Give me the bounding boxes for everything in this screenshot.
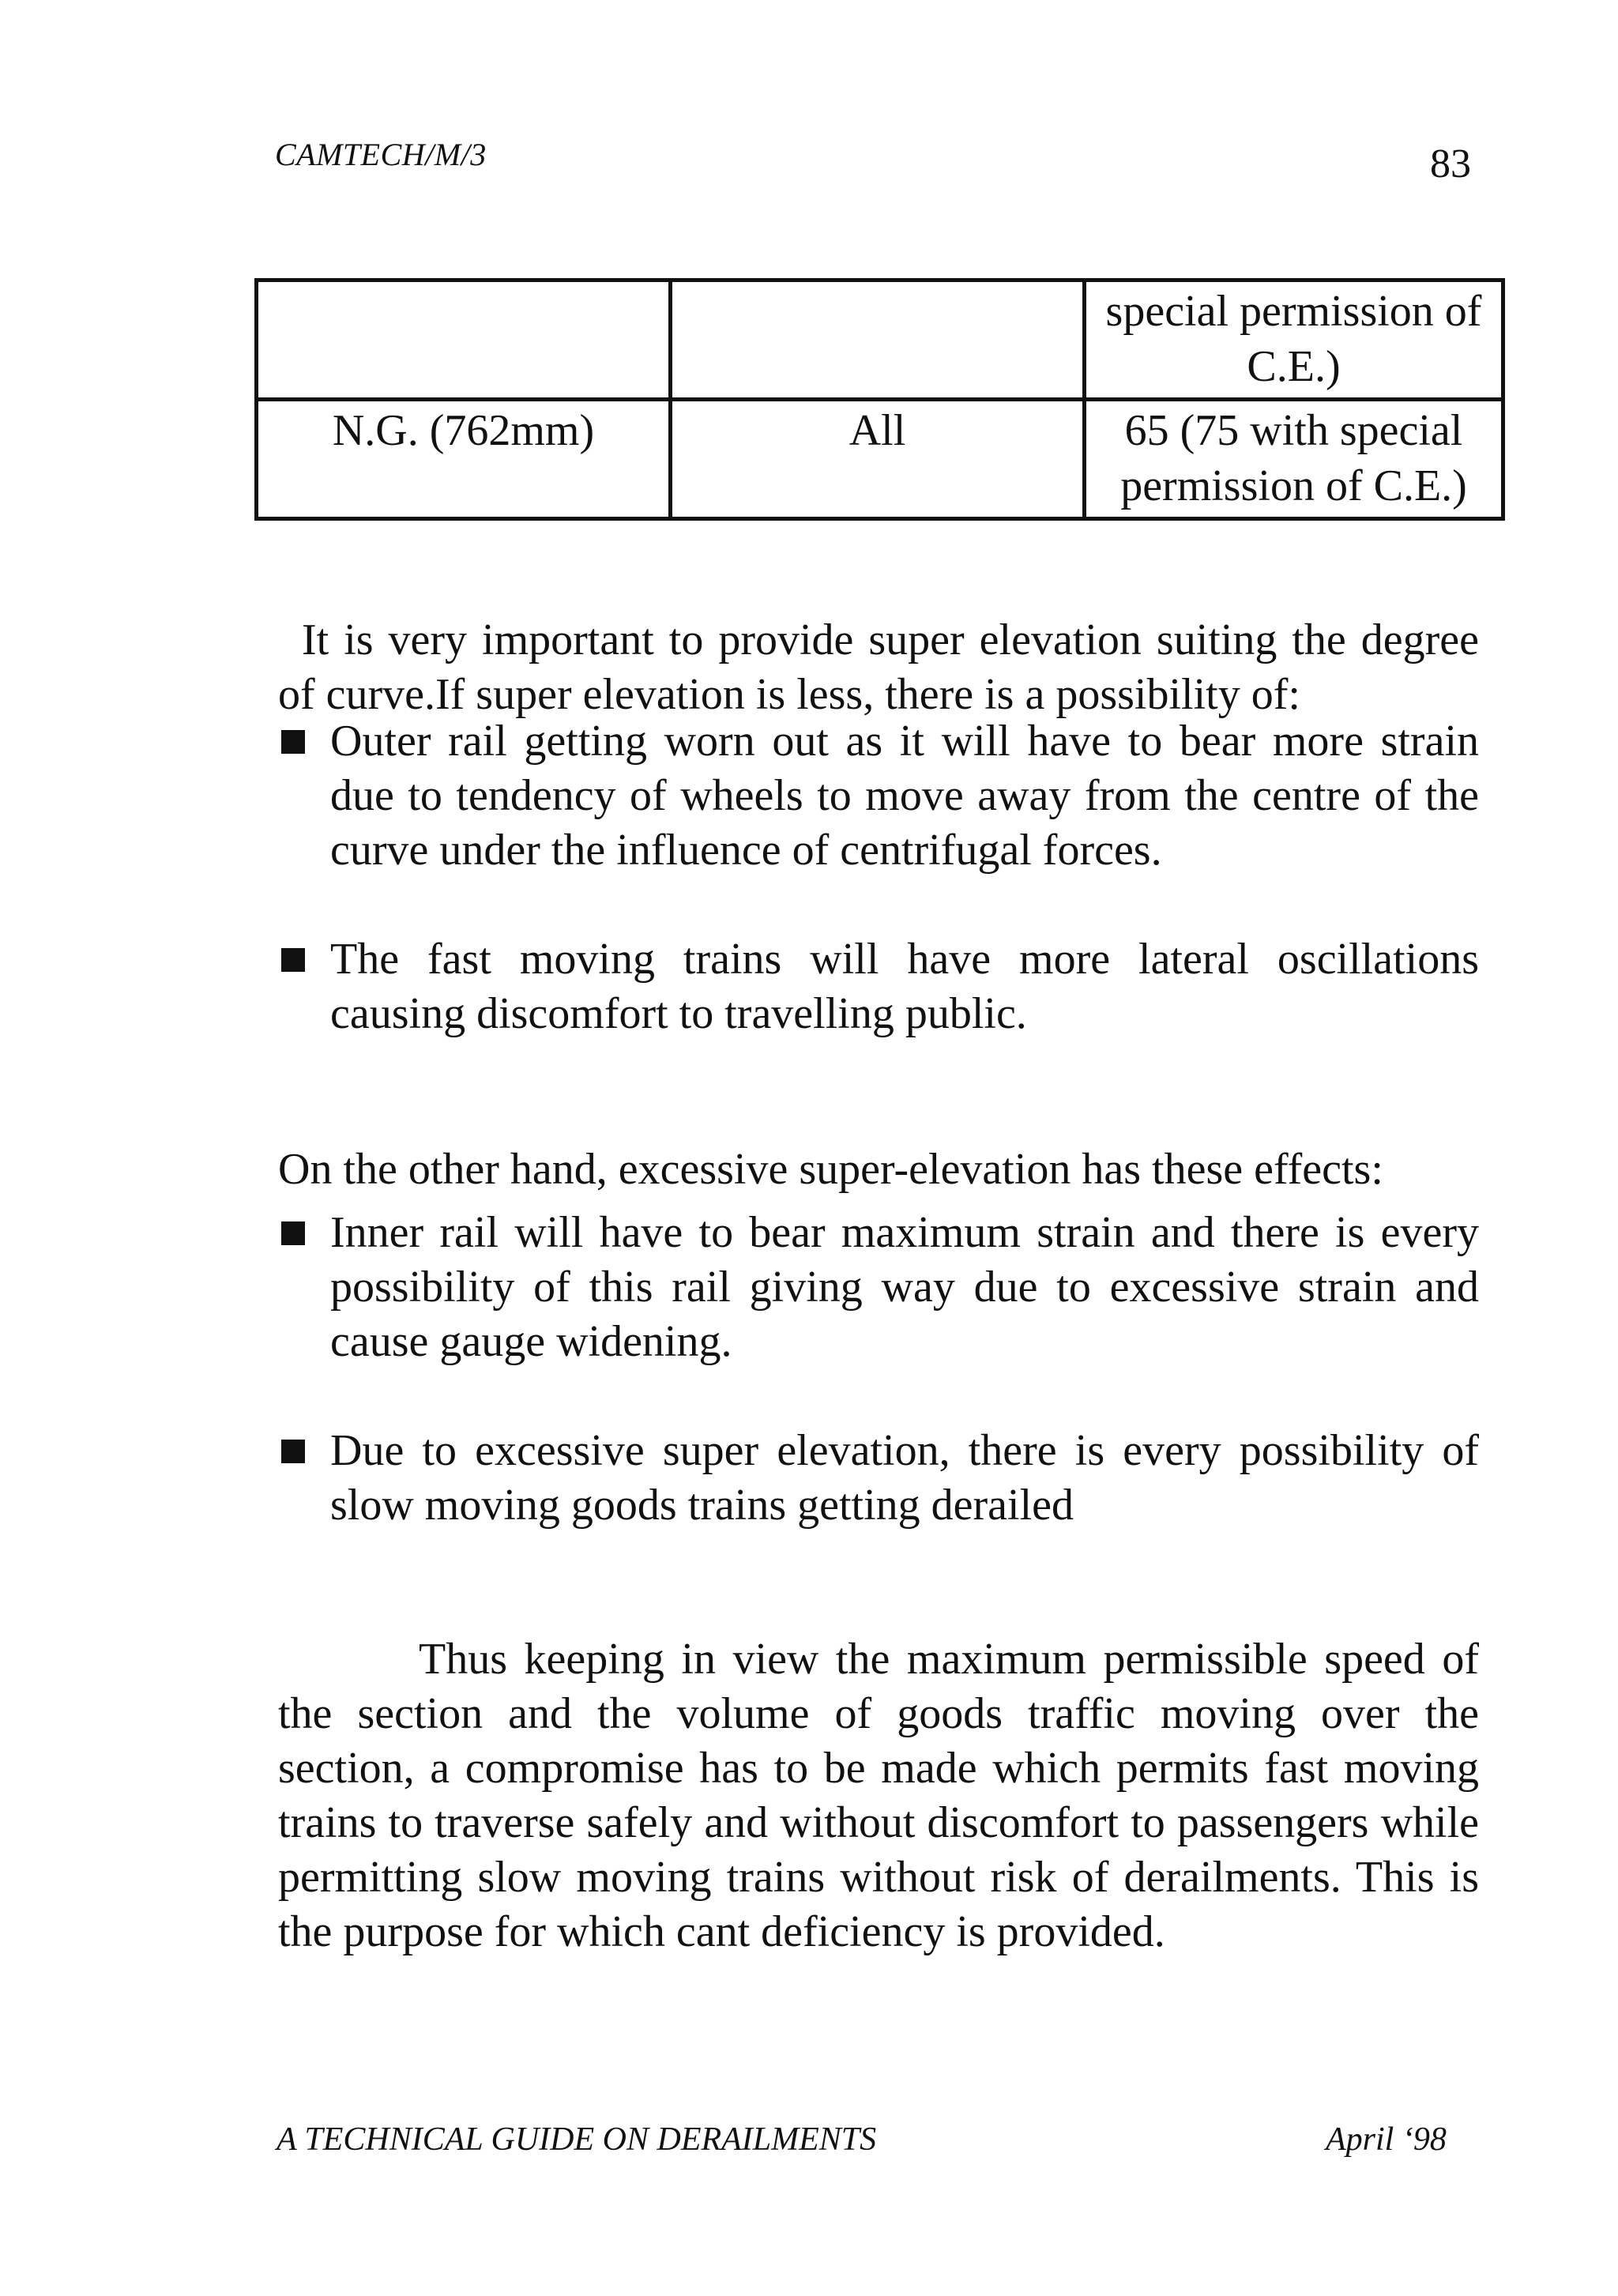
square-bullet-icon [281,1221,305,1245]
list-item-text: The fast moving trains will have more lateral oscillations causing discomfort to travelling public. [330,935,1479,1038]
square-bullet-icon [281,730,305,754]
speed-table [254,278,1505,521]
table-row [257,280,1503,400]
square-bullet-icon [281,1440,305,1463]
table-cell-curve: All [671,400,1085,519]
list-item-text: Inner rail will have to bear maximum strain and there is every possibility of this rail giving way due to excessive strain and cause gauge widening. [330,1208,1479,1366]
table-cell-speed: special permission of C.E.) [1085,280,1503,400]
square-bullet-icon [281,948,305,972]
list-item-text: Due to excessive super elevation, there is every possibility of slow moving goods trains getting derailed [330,1426,1479,1530]
table-row [257,400,1503,519]
list-item [278,1424,1479,1533]
footer-date: April ‘98 [1326,2121,1447,2158]
table-cell-curve [671,280,1085,400]
list-item [278,932,1479,1041]
list-item-text: Outer rail getting worn out as it will have to bear more strain due to tendency of wheels to move away from the centre of the curve under the influence of centrifugal forces. [330,717,1479,875]
list-item [278,714,1479,878]
list-item [278,1206,1479,1369]
table-cell-gauge [257,280,671,400]
excess-intro-paragraph: On the other hand, excessive super-elevation has these effects: [278,1145,1383,1194]
conclusion-paragraph: Thus keeping in view the maximum permissible speed of the section and the volume of goods traffic moving over the section, a compromise has to be made which permits fast moving trains to traverse safely and without discomfort to passengers while permitting slow moving trains without risk of derailments. This is the purpose for which cant deficiency is provided. [278,1635,1479,1956]
page-number: 83 [1430,141,1471,186]
table-cell-gauge: N.G. (762mm) [257,400,671,519]
document-code: CAMTECH/M/3 [275,137,487,172]
intro-paragraph: It is very important to provide super elevation suiting the degree of curve.If super elevation is less, there is a possibility of: [278,615,1479,719]
table-cell-speed: 65 (75 with special permission of C.E.) [1085,400,1503,519]
footer-title: A TECHNICAL GUIDE ON DERAILMENTS [277,2121,877,2158]
